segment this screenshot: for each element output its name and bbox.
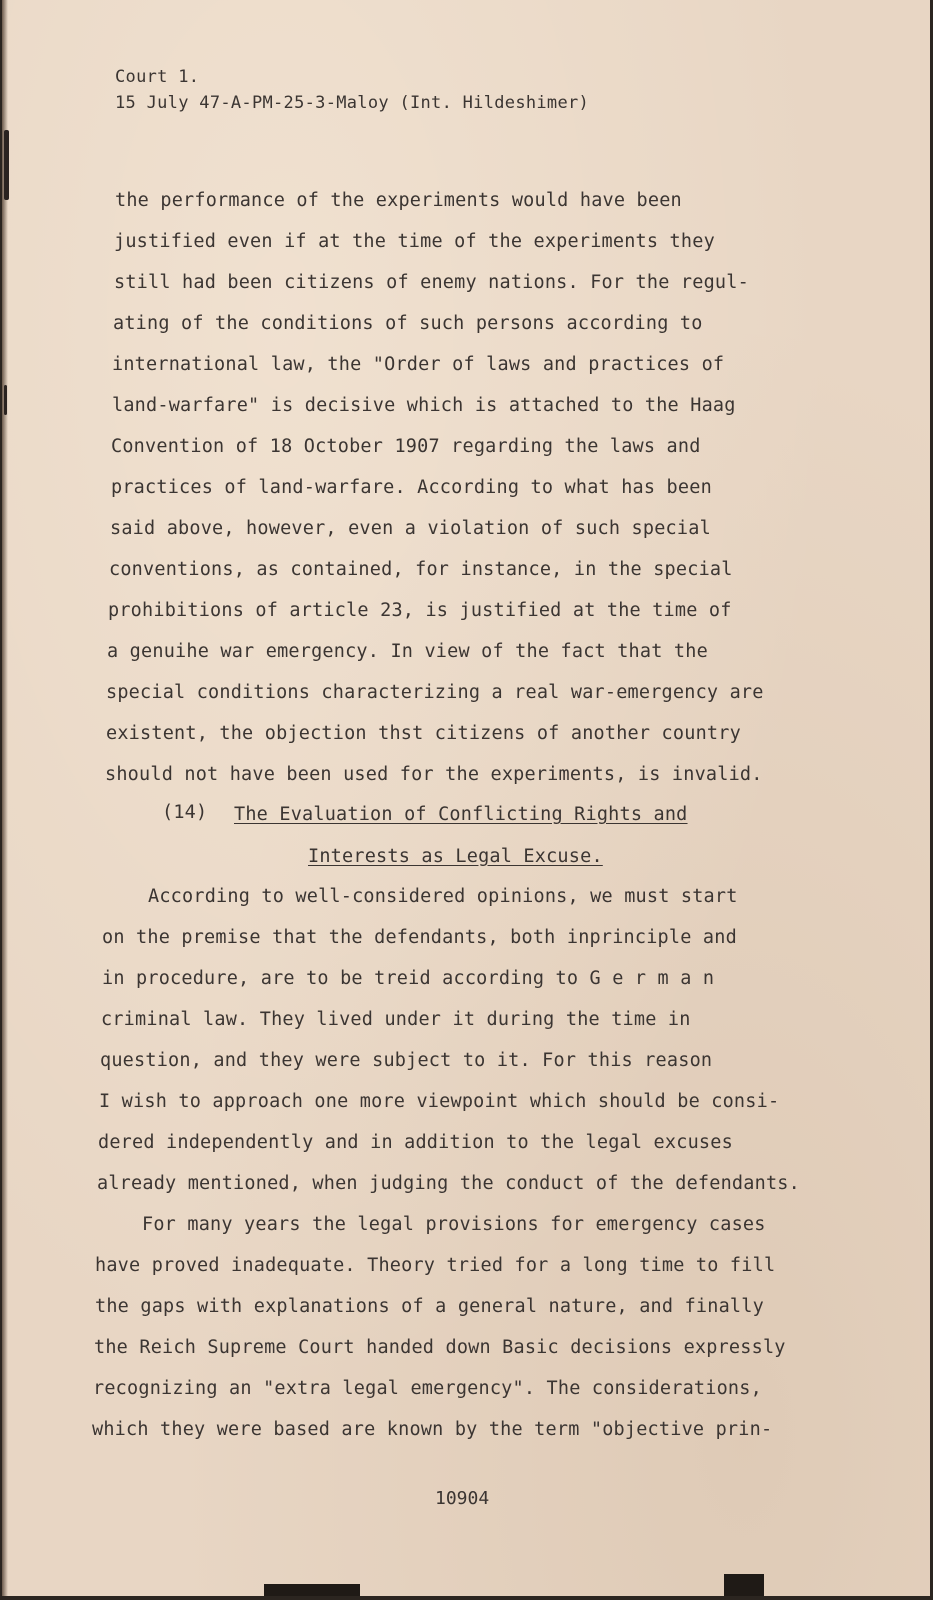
text-line: should not have been used for the experiments, is invalid. <box>105 764 763 785</box>
text-line: special conditions characterizing a real war-emergency are <box>106 682 764 703</box>
text-line: in procedure, are to be treid according to G e r m a n <box>102 968 715 989</box>
session-reference: 15 July 47-A-PM-25-3-Maloy (Int. Hildeshimer) <box>115 93 590 113</box>
text-line: the gaps with explanations of a general nature, and finally <box>95 1296 764 1317</box>
text-line: I wish to approach one more viewpoint which should be consi- <box>99 1091 780 1112</box>
text-line: already mentioned, when judging the conduct of the defendants. <box>97 1173 800 1194</box>
text-line: For many years the legal provisions for emergency cases <box>142 1214 766 1235</box>
section-title-line-2: Interests as Legal Excuse. <box>308 846 603 867</box>
scan-artifact <box>724 1574 764 1596</box>
text-line: According to well-considered opinions, we must start <box>148 886 738 907</box>
text-line: prohibitions of article 23, is justified at the time of <box>108 600 732 621</box>
binding-hole <box>4 130 9 200</box>
text-line: conventions, as contained, for instance, in the special <box>109 559 733 580</box>
page-number: 10904 <box>435 1488 490 1509</box>
text-line: justified even if at the time of the experiments they <box>114 231 715 252</box>
text-line: land-warfare" is decisive which is attached to the Haag <box>112 395 736 416</box>
text-line: Convention of 18 October 1907 regarding the laws and <box>111 436 701 457</box>
court-label: Court 1. <box>115 67 200 87</box>
scan-artifact <box>264 1584 360 1596</box>
text-line: dered independently and in addition to the legal excuses <box>98 1132 733 1153</box>
text-line: existent, the objection thst citizens of another country <box>106 723 741 744</box>
text-line: question, and they were subject to it. For this reason <box>100 1050 713 1071</box>
page-edge-shadow <box>2 0 8 1596</box>
text-line: said above, however, even a violation of such special <box>110 518 711 539</box>
text-line: recognizing an "extra legal emergency". The considerations, <box>93 1378 762 1399</box>
text-line: ating of the conditions of such persons according to <box>113 313 703 334</box>
binding-hole <box>4 385 7 415</box>
text-line: practices of land-warfare. According to what has been <box>111 477 712 498</box>
section-title-line-1: The Evaluation of Conflicting Rights and <box>234 804 688 825</box>
text-line: which they were based are known by the term "objective prin- <box>92 1419 773 1440</box>
document-page <box>2 0 930 1596</box>
text-line: on the premise that the defendants, both inprinciple and <box>102 927 737 948</box>
text-line: have proved inadequate. Theory tried for a long time to fill <box>95 1255 776 1276</box>
section-number: (14) <box>162 802 208 823</box>
text-line: still had been citizens of enemy nations. For the regul- <box>114 272 749 293</box>
text-line: criminal law. They lived under it during the time in <box>101 1009 691 1030</box>
document-header <box>115 64 589 116</box>
text-line: a genuihe war emergency. In view of the fact that the <box>107 641 708 662</box>
text-line: the performance of the experiments would have been <box>115 190 682 211</box>
text-line: international law, the "Order of laws and practices of <box>112 354 725 375</box>
text-line: the Reich Supreme Court handed down Basic decisions expressly <box>94 1337 786 1358</box>
